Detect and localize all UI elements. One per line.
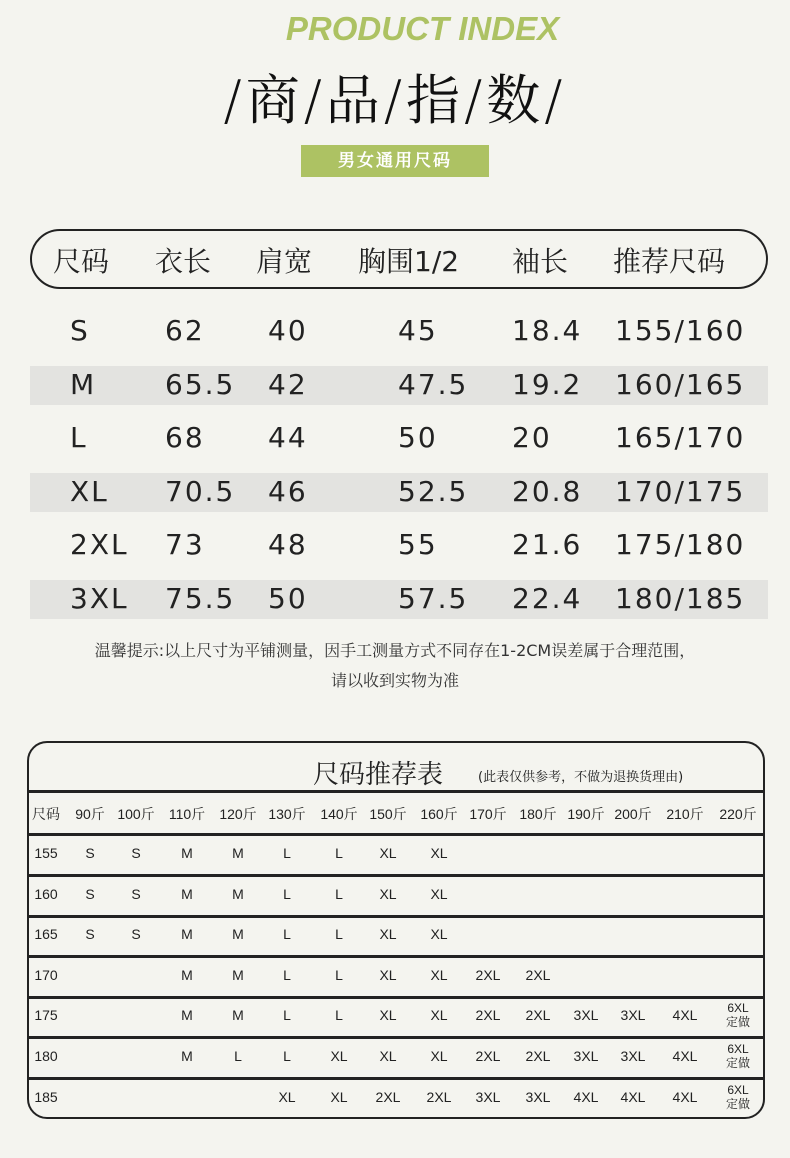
table-cell: 21.6 — [512, 528, 583, 561]
table-cell: XL — [278, 1088, 296, 1105]
column-header: 200斤 — [614, 806, 652, 822]
table-cell: 70.5 — [165, 474, 236, 508]
table-cell: 6XL 定做 — [725, 1082, 751, 1111]
table-cell: M — [232, 966, 244, 983]
table-cell: S — [131, 885, 141, 902]
row-divider — [29, 1077, 763, 1080]
column-header: 袖长 — [512, 245, 569, 278]
column-header: 90斤 — [75, 806, 105, 822]
row-divider — [29, 915, 763, 918]
table-cell: 175/180 — [615, 528, 746, 561]
table-cell: M — [232, 926, 244, 943]
table-cell: XL — [430, 845, 448, 861]
table-cell: 65.5 — [165, 367, 236, 401]
table-cell: 50 — [268, 581, 308, 615]
table-cell: L — [70, 421, 88, 454]
table-cell: 3XL — [70, 581, 129, 615]
table-cell: L — [283, 885, 291, 902]
table-cell: XL — [430, 966, 448, 983]
table-cell: 180/185 — [615, 581, 746, 615]
table-cell: XL — [379, 926, 397, 943]
column-header: 180斤 — [519, 806, 557, 822]
table-cell: 2XL — [525, 1048, 551, 1064]
row-divider — [29, 996, 763, 999]
table-cell: S — [85, 845, 95, 861]
table-cell: 62 — [165, 314, 205, 347]
table-cell: 48 — [268, 528, 308, 561]
column-header: 胸围1/2 — [358, 245, 460, 278]
column-header: 110斤 — [168, 806, 206, 822]
table-cell: 75.5 — [165, 581, 236, 615]
table-cell: M — [232, 885, 244, 902]
table-cell: 155/160 — [615, 314, 746, 347]
table-cell: XL — [430, 1048, 448, 1064]
row-divider — [29, 1036, 763, 1039]
column-header: 尺码 — [32, 806, 60, 822]
table-cell: 2XL — [375, 1088, 401, 1105]
english-title: PRODUCT INDEX — [285, 10, 560, 47]
table-cell: M — [181, 885, 193, 902]
column-header: 220斤 — [719, 806, 757, 822]
column-header: 100斤 — [117, 806, 155, 822]
table-cell: XL — [379, 1048, 397, 1064]
table-cell: 3XL — [525, 1088, 551, 1105]
table-cell: 2XL — [525, 1007, 551, 1024]
table-cell: S — [131, 926, 141, 943]
table-cell: XL — [330, 1048, 348, 1064]
chinese-title: /商/品/指/数/ — [223, 69, 567, 132]
column-header: 140斤 — [320, 806, 358, 822]
table-cell: M — [181, 845, 193, 861]
table-cell: 3XL — [475, 1088, 501, 1105]
table-cell: 165 — [34, 926, 58, 943]
column-header: 120斤 — [219, 806, 257, 822]
table-cell: XL — [379, 966, 397, 983]
column-header: 130斤 — [268, 806, 306, 822]
table-cell: 2XL — [475, 1007, 501, 1024]
table-cell: M — [181, 1007, 193, 1024]
table-cell: 165/170 — [615, 421, 746, 454]
table-cell: 6XL 定做 — [725, 1001, 751, 1030]
table-cell: 20 — [512, 421, 552, 454]
row-divider — [29, 955, 763, 958]
table-cell: 3XL — [620, 1007, 646, 1024]
table-cell: 180 — [34, 1048, 58, 1064]
table-cell: 2XL — [475, 1048, 501, 1064]
column-header: 210斤 — [666, 806, 704, 822]
table-cell: 18.4 — [512, 314, 583, 347]
table-cell: XL — [430, 926, 448, 943]
recommend-table-title: 尺码推荐表 — [313, 760, 444, 790]
table-cell: 40 — [268, 314, 308, 347]
table-cell: XL — [330, 1088, 348, 1105]
table-cell: 68 — [165, 421, 205, 454]
table-cell: L — [283, 1048, 291, 1064]
table-cell: XL — [430, 1007, 448, 1024]
table-cell: 4XL — [672, 1007, 698, 1024]
table-cell: 4XL — [672, 1048, 698, 1064]
table-cell: M — [181, 926, 193, 943]
table-cell: 20.8 — [512, 474, 583, 508]
table-cell: 50 — [398, 421, 438, 454]
table-cell: 170 — [34, 966, 58, 983]
row-divider — [29, 833, 763, 836]
table-cell: M — [181, 966, 193, 983]
column-header: 170斤 — [469, 806, 507, 822]
table-cell: L — [283, 966, 291, 983]
table-cell: XL — [379, 1007, 397, 1024]
table-cell: 185 — [34, 1088, 58, 1105]
table-cell: 3XL — [620, 1048, 646, 1064]
column-header: 160斤 — [420, 806, 458, 822]
table-cell: L — [283, 845, 291, 861]
unisex-badge: 男女通用尺码 — [301, 145, 489, 177]
table-cell: 4XL — [620, 1088, 646, 1105]
table-cell: 57.5 — [398, 581, 469, 615]
table-cell: 175 — [34, 1007, 58, 1024]
table-cell: 73 — [165, 528, 205, 561]
row-divider — [29, 874, 763, 877]
table-cell: 4XL — [672, 1088, 698, 1105]
table-cell: L — [234, 1048, 242, 1064]
table-cell: S — [131, 845, 141, 861]
table-cell: 160 — [34, 885, 58, 902]
column-header: 190斤 — [567, 806, 605, 822]
table-cell: L — [283, 926, 291, 943]
table-cell: 4XL — [573, 1088, 599, 1105]
table-cell: 52.5 — [398, 474, 469, 508]
table-cell: 2XL — [70, 528, 129, 561]
table-cell: 6XL 定做 — [725, 1042, 751, 1070]
table-cell: M — [70, 367, 97, 401]
table-cell: M — [232, 845, 244, 861]
table-cell: L — [335, 1007, 343, 1024]
column-header: 衣长 — [155, 245, 212, 278]
table-cell: XL — [70, 474, 109, 508]
table-cell: 3XL — [573, 1007, 599, 1024]
note-line-1: 温馨提示:以上尺寸为平铺测量，因手工测量方式不同存在1-2CM误差属于合理范围， — [94, 641, 696, 660]
table-cell: 42 — [268, 367, 308, 401]
table-cell: 160/165 — [615, 367, 746, 401]
column-header: 肩宽 — [256, 245, 313, 278]
column-header: 推荐尺码 — [613, 245, 726, 278]
table-cell: 2XL — [426, 1088, 452, 1105]
table-cell: 44 — [268, 421, 308, 454]
table-cell: 46 — [268, 474, 308, 508]
table-cell: S — [85, 926, 95, 943]
table-cell: L — [335, 845, 343, 861]
table-cell: 2XL — [475, 966, 501, 983]
table-cell: 170/175 — [615, 474, 746, 508]
table-cell: L — [335, 885, 343, 902]
table-cell: L — [335, 966, 343, 983]
table-cell: 45 — [398, 314, 438, 347]
table-cell: L — [335, 926, 343, 943]
table-cell: S — [85, 885, 95, 902]
table-cell: 3XL — [573, 1048, 599, 1064]
table-cell: 19.2 — [512, 367, 583, 401]
table-cell: XL — [379, 845, 397, 861]
table-cell: S — [70, 314, 90, 347]
table-cell: M — [232, 1007, 244, 1024]
table-cell: L — [283, 1007, 291, 1024]
row-divider — [29, 790, 763, 793]
table-cell: XL — [379, 885, 397, 902]
table-cell: M — [181, 1048, 193, 1064]
column-header: 尺码 — [53, 245, 110, 278]
table-cell: 2XL — [525, 966, 551, 983]
table-cell: 47.5 — [398, 367, 469, 401]
table-cell: 22.4 — [512, 581, 583, 615]
table-cell: 55 — [398, 528, 438, 561]
table-cell: 155 — [34, 845, 58, 861]
column-header: 150斤 — [369, 806, 407, 822]
recommend-table-subtitle: (此表仅供参考，不做为退换货理由) — [478, 770, 684, 785]
note-line-2: 请以收到实物为准 — [330, 671, 459, 690]
table-cell: XL — [430, 885, 448, 902]
